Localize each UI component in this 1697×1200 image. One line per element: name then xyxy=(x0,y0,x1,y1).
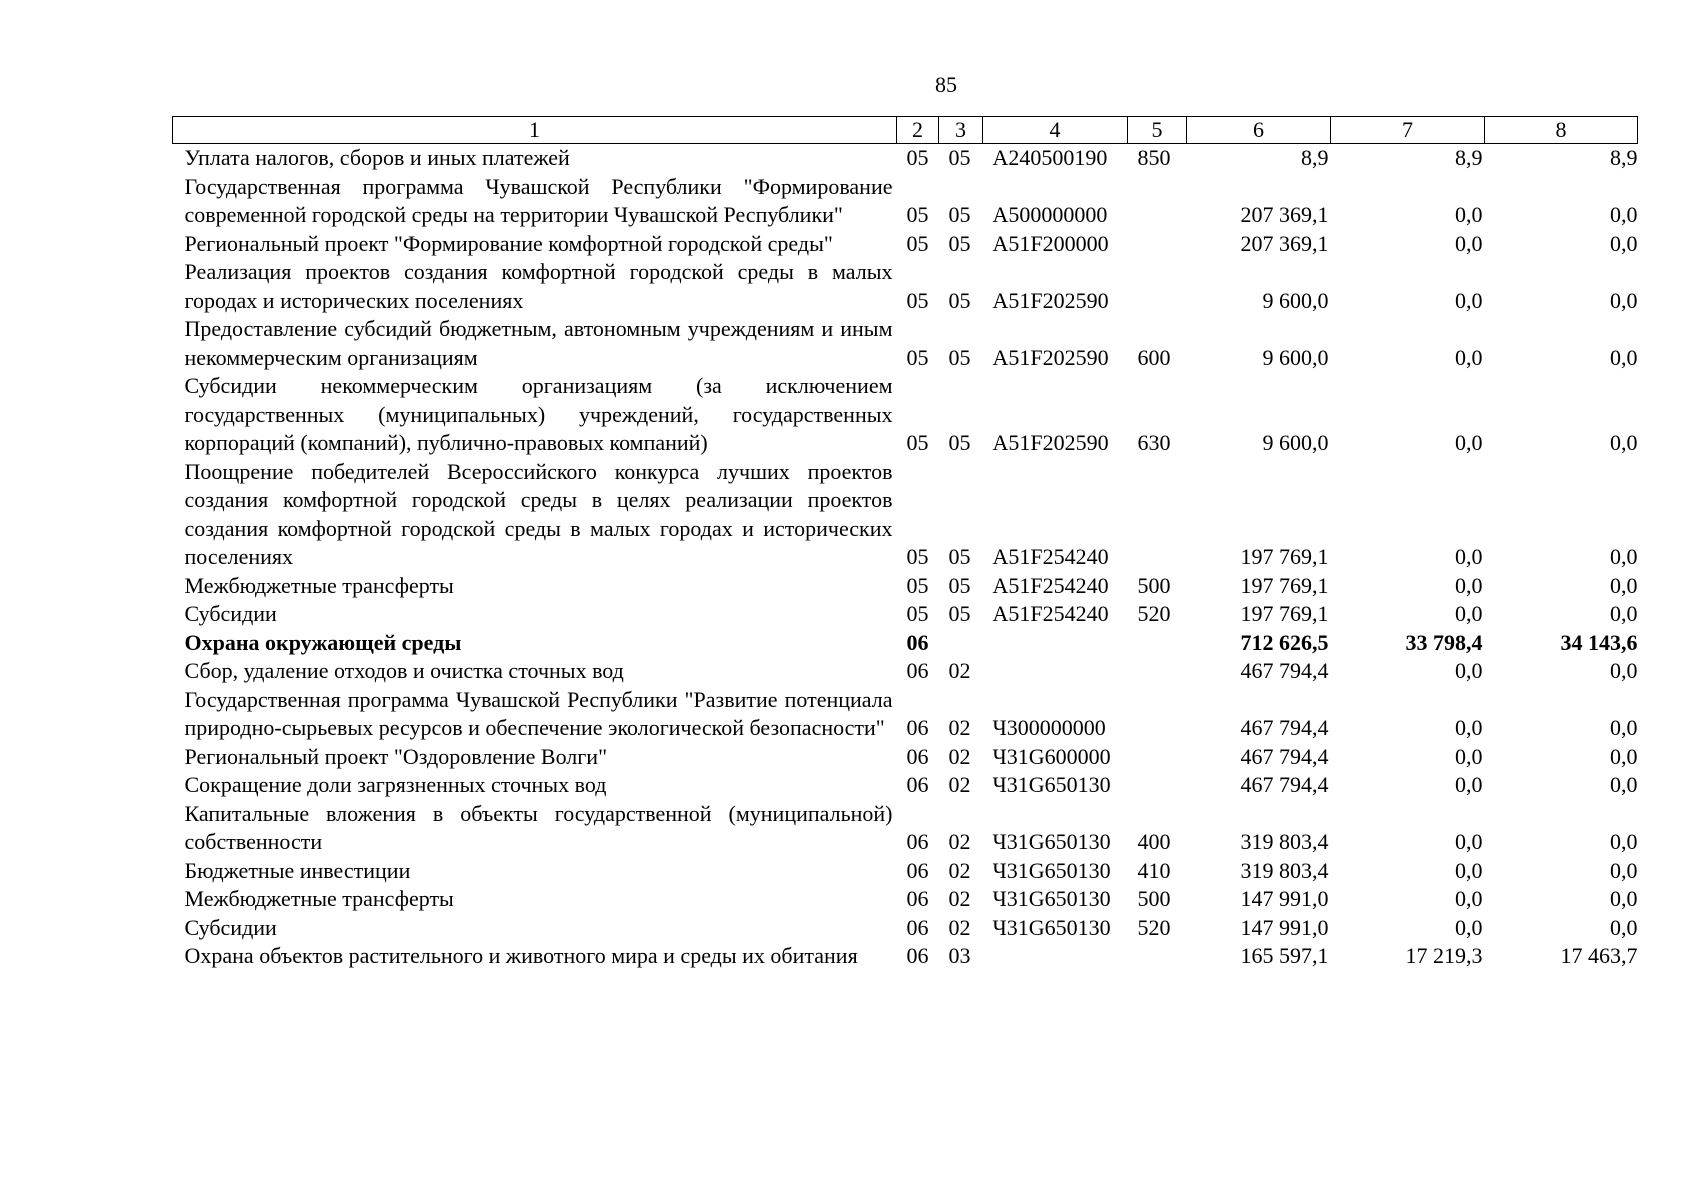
subsection-code: 05 xyxy=(948,344,971,370)
expense-type-code: 630 xyxy=(1137,430,1171,455)
amount-col-7: 0,0 xyxy=(1455,202,1483,227)
target-article-code: А51F254240 xyxy=(992,544,1109,569)
row-name: Реализация проектов создания комфортной городской среды в малых городах и исторических поселениях xyxy=(184,259,893,313)
amount-col-8: 0,0 xyxy=(1610,544,1638,569)
section-code: 05 xyxy=(906,230,929,256)
table-row xyxy=(173,771,1638,800)
header-cell: 6 xyxy=(1187,117,1331,144)
row-name: Государственная программа Чувашской Республики "Развитие потенциала природно-сырьевых ресурсов и обеспечение экологической безопасности" xyxy=(184,686,893,740)
expense-type-code xyxy=(1128,173,1187,230)
expense-type-code xyxy=(1128,629,1187,658)
amount-col-8: 0,0 xyxy=(1610,601,1638,626)
table-row xyxy=(173,743,1638,772)
page-number xyxy=(0,72,1697,98)
row-name: Охрана окружающей среды xyxy=(184,629,462,655)
row-name: Государственная программа Чувашской Республики "Формирование современной городской среды на территории Чувашской Республики" xyxy=(184,173,893,227)
amount-col-6: 712 626,5 xyxy=(1240,629,1329,655)
target-article-code xyxy=(983,942,1128,971)
section-code: 06 xyxy=(906,943,929,968)
section-code: 05 xyxy=(906,430,929,455)
expense-type-code xyxy=(1128,458,1187,572)
expense-type-code: 850 xyxy=(1137,145,1171,170)
table-row xyxy=(173,173,1638,230)
section-code: 05 xyxy=(906,287,929,313)
header-cell: 8 xyxy=(1485,117,1638,144)
expense-type-code: 400 xyxy=(1137,829,1171,854)
table-row xyxy=(173,372,1638,458)
section-code: 06 xyxy=(906,772,929,797)
expense-type-code: 410 xyxy=(1137,857,1171,883)
amount-col-8: 0,0 xyxy=(1610,430,1638,455)
table-row xyxy=(173,144,1638,173)
subsection-code: 05 xyxy=(948,202,971,227)
table-row xyxy=(173,258,1638,315)
row-name: Субсидии некоммерческим организациям (за исключением государственных (муниципальных) учреждений, государственных корпораций (компаний), публично-правовых компаний) xyxy=(184,373,893,455)
section-code: 06 xyxy=(906,886,929,911)
expense-type-code xyxy=(1128,657,1187,686)
amount-col-7: 0,0 xyxy=(1455,914,1483,940)
amount-col-6: 207 369,1 xyxy=(1240,230,1329,256)
expense-type-code: 600 xyxy=(1137,344,1171,370)
header-cell: 1 xyxy=(173,117,897,144)
target-article-code: А51F202590 xyxy=(992,430,1109,455)
page-number-text: 85 xyxy=(935,72,957,97)
amount-col-7: 0,0 xyxy=(1455,344,1483,370)
amount-col-8: 34 143,6 xyxy=(1560,629,1638,655)
amount-col-6: 197 769,1 xyxy=(1240,572,1329,598)
target-article-code: А500000000 xyxy=(992,202,1108,227)
header-cell: 7 xyxy=(1331,117,1485,144)
table-row xyxy=(173,600,1638,629)
section-code: 05 xyxy=(906,544,929,569)
amount-col-8: 0,0 xyxy=(1610,886,1638,911)
table-row xyxy=(173,914,1638,943)
table-row xyxy=(173,572,1638,601)
table-row xyxy=(173,686,1638,743)
target-article-code: А51F200000 xyxy=(992,230,1109,256)
target-article-code: Ч31G650130 xyxy=(992,829,1111,854)
table-row xyxy=(173,629,1638,658)
amount-col-7: 0,0 xyxy=(1455,601,1483,626)
target-article-code xyxy=(983,657,1128,686)
section-code: 05 xyxy=(906,601,929,626)
subsection-code: 02 xyxy=(948,857,971,883)
row-name: Межбюджетные трансферты xyxy=(184,886,454,911)
expense-type-code: 500 xyxy=(1137,886,1171,911)
target-article-code: А51F254240 xyxy=(992,572,1109,598)
row-name: Предоставление субсидий бюджетным, автономным учреждениям и иным некоммерческим организациям xyxy=(184,316,893,370)
amount-col-7: 0,0 xyxy=(1455,430,1483,455)
amount-col-6: 9 600,0 xyxy=(1262,287,1329,313)
amount-col-6: 147 991,0 xyxy=(1240,914,1329,940)
amount-col-8: 0,0 xyxy=(1610,772,1638,797)
target-article-code: Ч31G650130 xyxy=(992,914,1111,940)
amount-col-7: 0,0 xyxy=(1455,230,1483,256)
section-code: 06 xyxy=(906,914,929,940)
amount-col-8: 0,0 xyxy=(1610,230,1638,256)
amount-col-7: 0,0 xyxy=(1455,572,1483,598)
subsection-code xyxy=(939,629,983,658)
section-code: 05 xyxy=(906,202,929,227)
row-name: Межбюджетные трансферты xyxy=(184,572,454,598)
amount-col-6: 467 794,4 xyxy=(1240,715,1329,740)
amount-col-6: 197 769,1 xyxy=(1240,601,1329,626)
table-row xyxy=(173,800,1638,857)
subsection-code: 05 xyxy=(948,287,971,313)
amount-col-6: 467 794,4 xyxy=(1240,772,1329,797)
amount-col-6: 147 991,0 xyxy=(1240,886,1329,911)
amount-col-8: 0,0 xyxy=(1610,743,1638,769)
subsection-code: 02 xyxy=(948,658,971,683)
subsection-code: 02 xyxy=(948,829,971,854)
amount-col-6: 467 794,4 xyxy=(1240,658,1329,683)
row-name: Уплата налогов, сборов и иных платежей xyxy=(184,145,570,170)
header-cell: 2 xyxy=(897,117,939,144)
table-row xyxy=(173,458,1638,572)
target-article-code: А51F202590 xyxy=(992,287,1109,313)
amount-col-8: 0,0 xyxy=(1610,572,1638,598)
amount-col-7: 17 219,3 xyxy=(1405,943,1483,968)
subsection-code: 02 xyxy=(948,886,971,911)
row-name: Бюджетные инвестиции xyxy=(184,857,411,883)
amount-col-8: 0,0 xyxy=(1610,202,1638,227)
expense-type-code: 520 xyxy=(1137,601,1171,626)
section-code: 06 xyxy=(906,658,929,683)
amount-col-7: 0,0 xyxy=(1455,772,1483,797)
table-row xyxy=(173,885,1638,914)
amount-col-7: 0,0 xyxy=(1455,857,1483,883)
row-name: Региональный проект "Формирование комфортной городской среды" xyxy=(184,230,833,256)
amount-col-7: 0,0 xyxy=(1455,743,1483,769)
expense-type-code xyxy=(1128,686,1187,743)
amount-col-8: 0,0 xyxy=(1610,344,1638,370)
expense-type-code xyxy=(1128,743,1187,772)
row-name: Региональный проект "Оздоровление Волги" xyxy=(184,743,608,769)
amount-col-6: 319 803,4 xyxy=(1240,857,1329,883)
row-name: Капитальные вложения в объекты государственной (муниципальной) собственности xyxy=(184,800,893,854)
subsection-code: 05 xyxy=(948,544,971,569)
expense-type-code xyxy=(1128,771,1187,800)
row-name: Субсидии xyxy=(184,601,277,626)
target-article-code xyxy=(983,629,1128,658)
target-article-code: А51F202590 xyxy=(992,344,1109,370)
amount-col-8: 0,0 xyxy=(1610,914,1638,940)
amount-col-8: 0,0 xyxy=(1610,829,1638,854)
amount-col-6: 319 803,4 xyxy=(1240,829,1329,854)
table-row xyxy=(173,942,1638,971)
amount-col-7: 0,0 xyxy=(1455,829,1483,854)
subsection-code: 02 xyxy=(948,914,971,940)
subsection-code: 05 xyxy=(948,601,971,626)
expense-type-code: 500 xyxy=(1137,572,1171,598)
section-code: 06 xyxy=(906,715,929,740)
amount-col-7: 8,9 xyxy=(1455,145,1483,170)
subsection-code: 03 xyxy=(948,943,971,968)
subsection-code: 05 xyxy=(948,430,971,455)
amount-col-8: 0,0 xyxy=(1610,287,1638,313)
target-article-code: Ч31G650130 xyxy=(992,886,1111,911)
amount-col-8: 17 463,7 xyxy=(1560,943,1638,968)
target-article-code: Ч31G600000 xyxy=(992,743,1111,769)
target-article-code: Ч31G650130 xyxy=(992,857,1111,883)
row-name: Сокращение доли загрязненных сточных вод xyxy=(184,772,607,797)
subsection-code: 02 xyxy=(948,715,971,740)
header-row xyxy=(173,117,1638,144)
amount-col-6: 165 597,1 xyxy=(1240,943,1329,968)
amount-col-7: 0,0 xyxy=(1455,886,1483,911)
section-code: 05 xyxy=(906,344,929,370)
row-name: Поощрение победителей Всероссийского конкурса лучших проектов создания комфортной городской среды в целях реализации проектов создания комфортной городской среды в малых городах и исторических поселениях xyxy=(184,458,893,569)
amount-col-6: 467 794,4 xyxy=(1240,743,1329,769)
header-cell: 5 xyxy=(1128,117,1187,144)
expense-type-code xyxy=(1128,230,1187,259)
budget-table xyxy=(172,116,1638,971)
amount-col-8: 0,0 xyxy=(1610,857,1638,883)
expense-type-code xyxy=(1128,258,1187,315)
header-cell: 3 xyxy=(939,117,983,144)
subsection-code: 05 xyxy=(948,572,971,598)
amount-col-8: 0,0 xyxy=(1610,715,1638,740)
subsection-code: 05 xyxy=(948,230,971,256)
amount-col-7: 0,0 xyxy=(1455,715,1483,740)
section-code: 06 xyxy=(906,629,929,655)
amount-col-6: 8,9 xyxy=(1301,145,1329,170)
section-code: 05 xyxy=(906,572,929,598)
amount-col-6: 207 369,1 xyxy=(1240,202,1329,227)
section-code: 06 xyxy=(906,743,929,769)
target-article-code: А51F254240 xyxy=(992,601,1109,626)
subsection-code: 02 xyxy=(948,772,971,797)
amount-col-7: 0,0 xyxy=(1455,287,1483,313)
amount-col-7: 33 798,4 xyxy=(1405,629,1483,655)
table-row xyxy=(173,857,1638,886)
table-row xyxy=(173,230,1638,259)
amount-col-8: 8,9 xyxy=(1610,145,1638,170)
expense-type-code xyxy=(1128,942,1187,971)
amount-col-6: 9 600,0 xyxy=(1262,430,1329,455)
amount-col-6: 9 600,0 xyxy=(1262,344,1329,370)
target-article-code: Ч300000000 xyxy=(992,715,1106,740)
section-code: 05 xyxy=(906,145,929,170)
target-article-code: Ч31G650130 xyxy=(992,772,1111,797)
row-name: Сбор, удаление отходов и очистка сточных вод xyxy=(184,658,624,683)
amount-col-6: 197 769,1 xyxy=(1240,544,1329,569)
row-name: Охрана объектов растительного и животного мира и среды их обитания xyxy=(184,943,858,968)
amount-col-8: 0,0 xyxy=(1610,658,1638,683)
expense-type-code: 520 xyxy=(1137,914,1171,940)
table-row xyxy=(173,315,1638,372)
section-code: 06 xyxy=(906,829,929,854)
amount-col-7: 0,0 xyxy=(1455,658,1483,683)
target-article-code: А240500190 xyxy=(992,145,1108,170)
header-cell: 4 xyxy=(983,117,1128,144)
subsection-code: 02 xyxy=(948,743,971,769)
table-row xyxy=(173,657,1638,686)
subsection-code: 05 xyxy=(948,145,971,170)
row-name: Субсидии xyxy=(184,914,277,940)
section-code: 06 xyxy=(906,857,929,883)
amount-col-7: 0,0 xyxy=(1455,544,1483,569)
